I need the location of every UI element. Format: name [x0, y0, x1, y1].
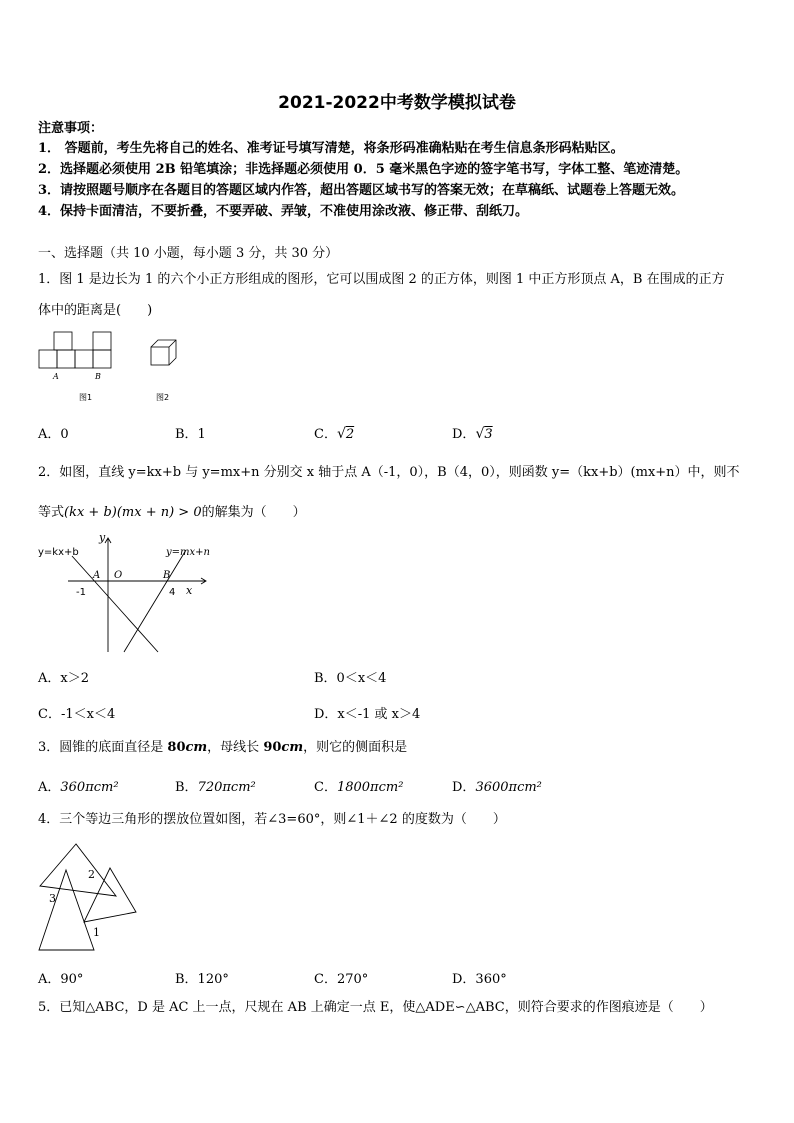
y-axis-label: y: [99, 531, 106, 544]
q3-option-d[interactable]: D．3600πcm²: [452, 780, 542, 795]
angle-1-label: 1: [93, 926, 100, 939]
q4-option-b[interactable]: B．120°: [175, 972, 229, 987]
q2-option-a[interactable]: A．x＞2: [38, 671, 89, 686]
q3-option-c[interactable]: C．1800πcm²: [314, 780, 404, 795]
angle-2-label: 2: [88, 868, 95, 881]
net-figure: [39, 332, 111, 368]
q2-line1: 2．如图，直线 y=kx+b 与 y=mx+n 分别交 x 轴于点 A（-1，0），B（4，0），则函数 y=（kx+b）(mx+n）中，则不: [38, 465, 740, 480]
point-o-label: O: [114, 570, 123, 581]
q2-option-b[interactable]: B．0＜x＜4: [314, 671, 387, 686]
q1-option-d-radicand: 3: [484, 427, 493, 442]
page-title: 2021-2022中考数学模拟试卷: [278, 93, 516, 113]
q2-graph: [36, 528, 216, 656]
fig1-label: 图1: [79, 393, 93, 402]
tick-neg1: -1: [76, 587, 86, 598]
q1-point-b: B: [95, 372, 101, 381]
section-heading: 一、选择题（共 10 小题，每小题 3 分，共 30 分）: [38, 246, 339, 261]
q2-option-d[interactable]: D．x＜-1 或 x＞4: [314, 707, 421, 722]
notice-heading: 注意事项：: [38, 121, 104, 136]
line1-label: y=kx+b: [38, 547, 79, 558]
q1-option-c[interactable]: C．√2: [314, 426, 355, 442]
notice-item-4: 4．保持卡面清洁，不要折叠，不要弄破、弄皱，不准使用涂改液、修正带、刮纸刀。: [38, 204, 529, 219]
q2-line2: 等式(kx + b)(mx + n) > 0的解集为（ ）: [38, 505, 306, 520]
point-a-label: A: [93, 570, 101, 581]
q4-triangles-figure: [36, 840, 146, 955]
point-b-label: B: [163, 570, 171, 581]
angle-3-label: 3: [49, 892, 56, 905]
q1-line1: 1．图 1 是边长为 1 的六个小正方形组成的图形，它可以围成图 2 的正方体，则图 1 中正方形顶点 A，B 在围成的正方: [38, 272, 725, 287]
q4-text: 4．三个等边三角形的摆放位置如图，若∠3=60°，则∠1＋∠2 的度数为（ ）: [38, 812, 506, 827]
q4-option-d[interactable]: D．360°: [452, 972, 507, 987]
q1-option-b[interactable]: B．1: [175, 427, 206, 442]
q1-line2: 体中的距离是( ): [38, 303, 153, 318]
q1-option-d[interactable]: D．√3: [452, 426, 493, 442]
q1-option-a[interactable]: A．0: [38, 427, 69, 442]
q1-figures: [36, 330, 186, 405]
notice-item-3: 3．请按照题号顺序在各题目的答题区域内作答，超出答题区域书写的答案无效；在草稿纸、试题卷上答题无效。: [38, 183, 685, 198]
q3-option-b[interactable]: B．720πcm²: [175, 780, 256, 795]
q4-option-a[interactable]: A．90°: [38, 972, 84, 987]
q5-text: 5．已知△ABC，D 是 AC 上一点，尺规在 AB 上确定一点 E，使△ADE∽△ABC，则符合要求的作图痕迹是（ ）: [38, 1000, 713, 1015]
q2-option-c[interactable]: C．-1＜x＜4: [38, 707, 116, 722]
q1-option-c-radicand: 2: [345, 427, 355, 442]
x-axis-label: x: [186, 584, 193, 597]
q3-text: 3．圆锥的底面直径是 80cm，母线长 90cm，则它的侧面积是: [38, 740, 408, 755]
triangle-bottom: [39, 870, 94, 950]
line2-label: y=mx+n: [166, 547, 210, 558]
line-mx-n: [124, 550, 186, 652]
triangle-top: [40, 844, 116, 896]
q4-option-c[interactable]: C．270°: [314, 972, 369, 987]
cube-figure: [151, 340, 176, 365]
fig2-label: 图2: [156, 393, 170, 402]
notice-item-2: 2．选择题必须使用 2B 铅笔填涂；非选择题必须使用 0．5 毫米黑色字迹的签字笔书写，字体工整、笔迹清楚。: [38, 162, 689, 177]
tick-4: 4: [169, 587, 176, 598]
notice-item-1: 1． 答题前，考生先将自己的姓名、准考证号填写清楚，将条形码准确粘贴在考生信息条形码粘贴区。: [38, 141, 624, 156]
q3-option-a[interactable]: A．360πcm²: [38, 780, 119, 795]
q1-point-a: A: [53, 372, 59, 381]
